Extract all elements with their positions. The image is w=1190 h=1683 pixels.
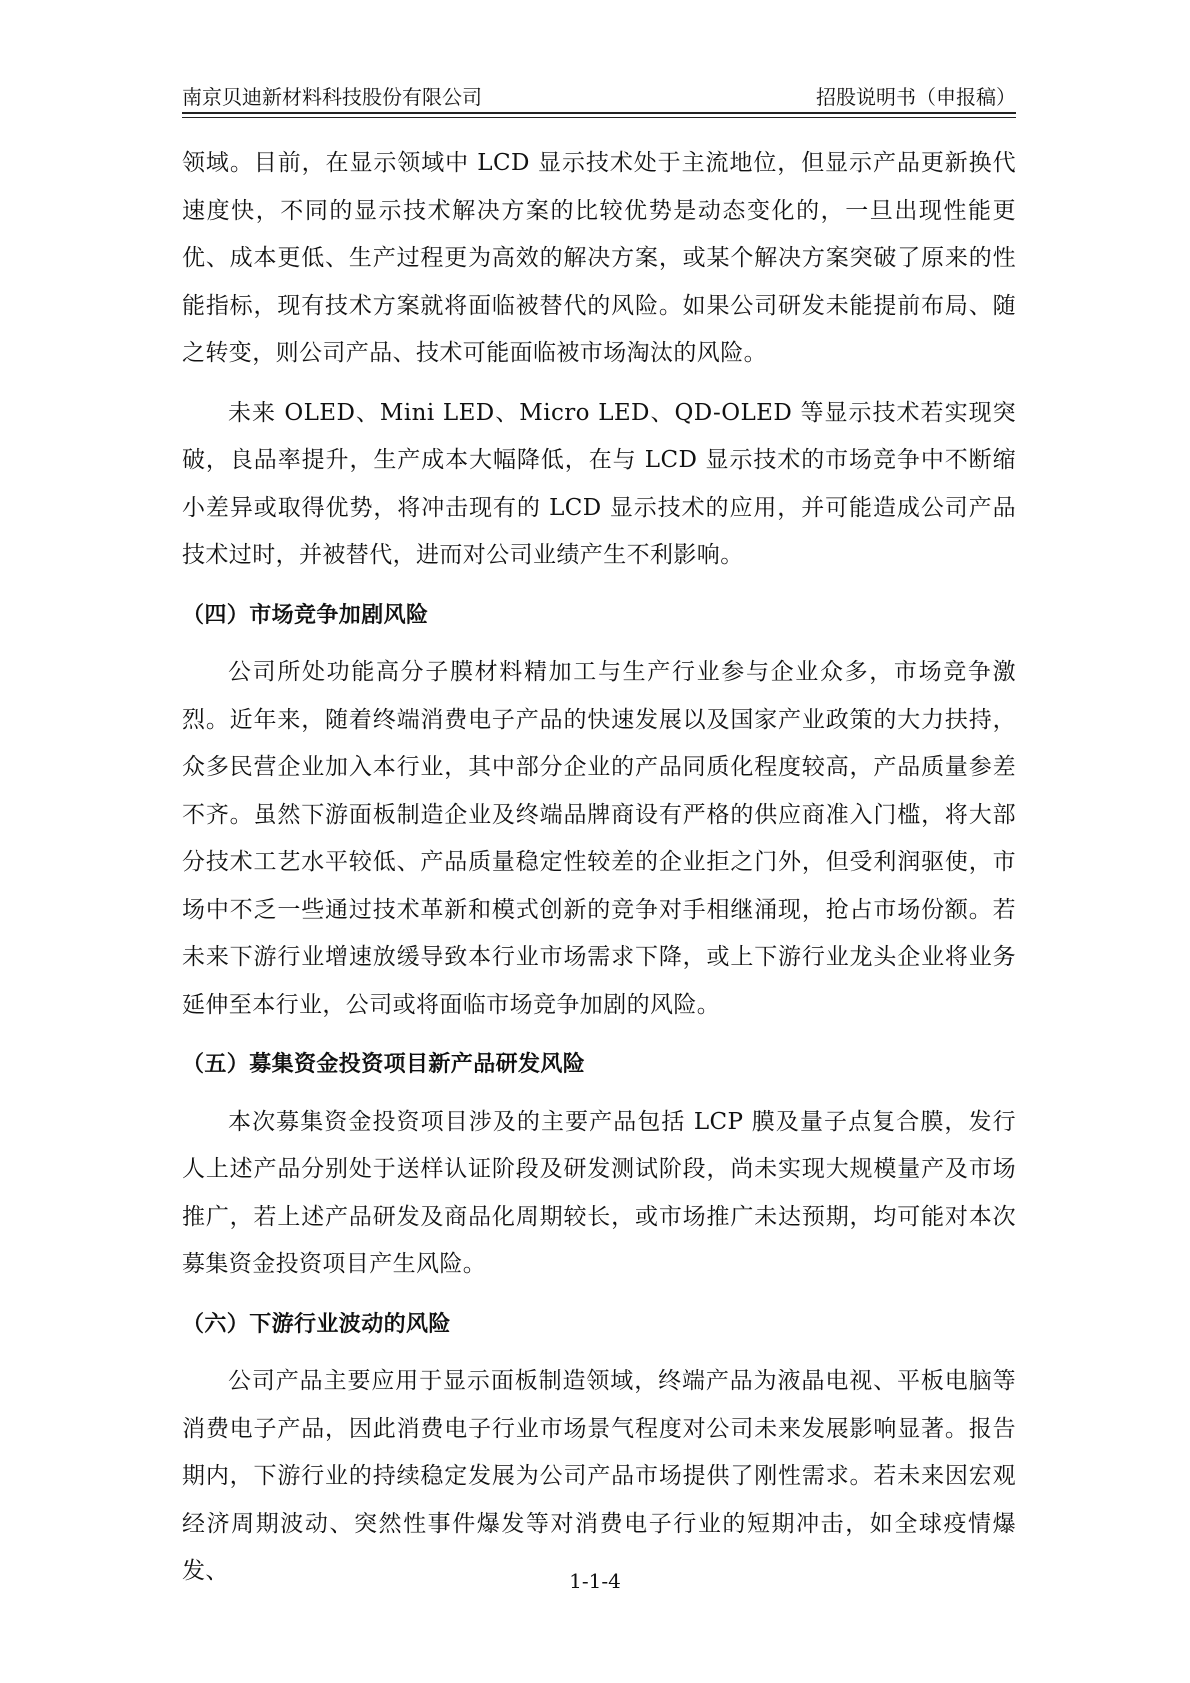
paragraph-display-tech-continued: 领域。目前，在显示领域中 LCD 显示技术处于主流地位，但显示产品更新换代速度快，不同的显示技术解决方案的比较优势是动态变化的，一旦出现性能更优、成本更低、生产过程更为高效的解决方案，或某个解决方案突破了原来的性能指标，现有技术方案就将面临被替代的风险。如果公司研发未能提前布局、随之转变，则公司产品、技术可能面临被市场淘汰的风险。: [182, 150, 1016, 366]
page-header: [182, 82, 1016, 114]
paragraph-market-competition: 公司所处功能高分子膜材料精加工与生产行业参与企业众多，市场竞争激烈。近年来，随着终端消费电子产品的快速发展以及国家产业政策的大力扶持，众多民营企业加入本行业，其中部分企业的产品同质化程度较高，产品质量参差不齐。虽然下游面板制造企业及终端品牌商设有严格的供应商准入门槛，将大部分技术工艺水平较低、产品质量稳定性较差的企业拒之门外，但受利润驱使，市场中不乏一些通过技术革新和模式创新的竞争对手相继涌现，抢占市场份额。若未来下游行业增速放缓导致本行业市场需求下降，或上下游行业龙头企业将业务延伸至本行业，公司或将面临市场竞争加剧的风险。: [182, 659, 1016, 1018]
paragraph-new-display-tech: 未来 OLED、Mini LED、Micro LED、QD-OLED 等显示技术若实现突破，良品率提升，生产成本大幅降低，在与 LCD 显示技术的市场竞争中不断缩小差异或取得优势，将冲击现有的 LCD 显示技术的应用，并可能造成公司产品技术过时，并被替代，进而对公司业绩产生不利影响。: [182, 399, 1016, 568]
header-document-type: 招股说明书（申报稿）: [816, 85, 1016, 109]
header-company-name: 南京贝迪新材料科技股份有限公司: [182, 85, 482, 109]
page-body: [182, 140, 1016, 1608]
paragraph-downstream-fluctuation: 公司产品主要应用于显示面板制造领域，终端产品为液晶电视、平板电脑等消费电子产品，因此消费电子行业市场景气程度对公司未来发展影响显著。报告期内，下游行业的持续稳定发展为公司产品市场提供了刚性需求。若未来因宏观经济周期波动、突然性事件爆发等对消费电子行业的短期冲击，如全球疫情爆发、: [182, 1368, 1016, 1584]
section-heading-market-competition: （四）市场竞争加剧风险: [182, 602, 429, 628]
section-heading-fundraising-project: （五）募集资金投资项目新产品研发风险: [182, 1052, 586, 1077]
page-number: 1-1-4: [569, 1569, 621, 1593]
section-heading-downstream-fluctuation: （六）下游行业波动的风险: [182, 1311, 451, 1337]
paragraph-fundraising-project: 本次募集资金投资项目涉及的主要产品包括 LCP 膜及量子点复合膜，发行人上述产品分别处于送样认证阶段及研发测试阶段，尚未实现大规模量产及市场推广，若上述产品研发及商品化周期较长，或市场推广未达预期，均可能对本次募集资金投资项目产生风险。: [182, 1108, 1016, 1277]
